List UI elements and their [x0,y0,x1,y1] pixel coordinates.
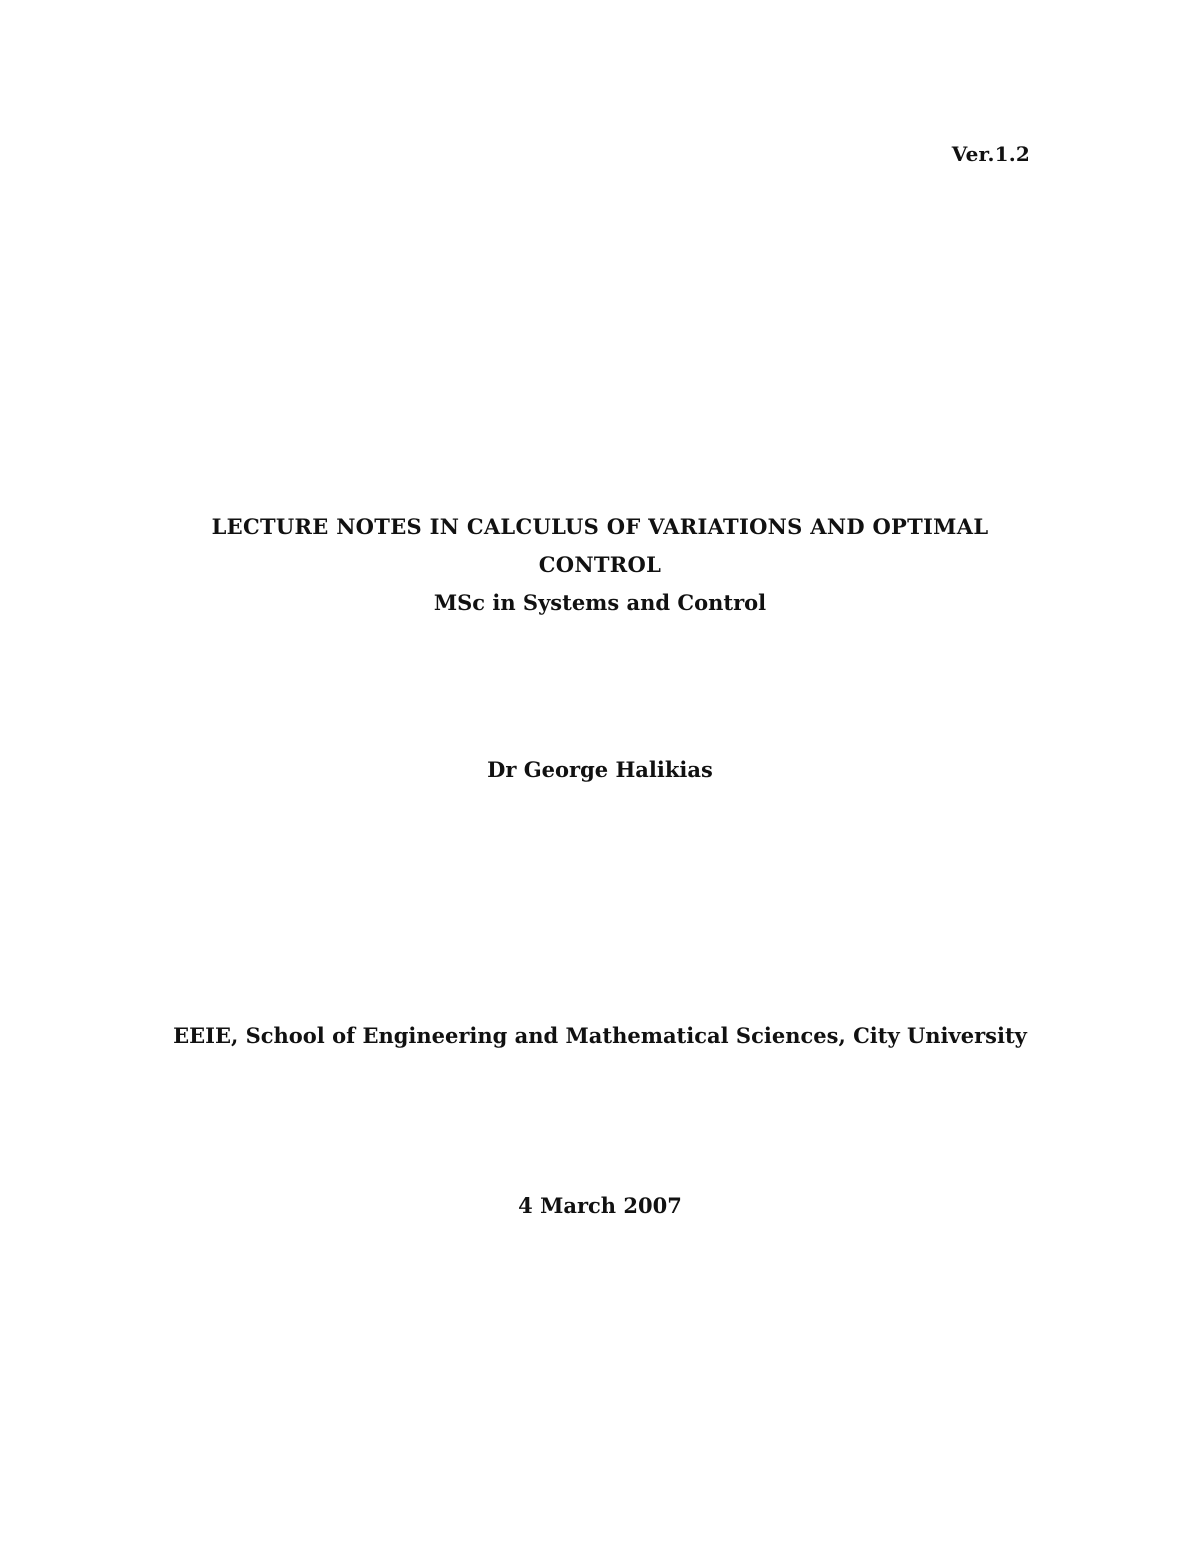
author-name: Dr George Halikias [487,757,713,782]
document-title: LECTURE NOTES IN CALCULUS OF VARIATIONS AND OPTIMAL CONTROL [211,514,989,577]
author-affiliation: EEIE, School of Engineering and Mathematical Sciences, City University [173,1023,1027,1048]
document-subtitle: MSc in Systems and Control [433,590,767,615]
title-block [170,508,1030,622]
version-label: Ver.1.2 [951,142,1030,166]
document-date: 4 March 2007 [518,1193,682,1218]
